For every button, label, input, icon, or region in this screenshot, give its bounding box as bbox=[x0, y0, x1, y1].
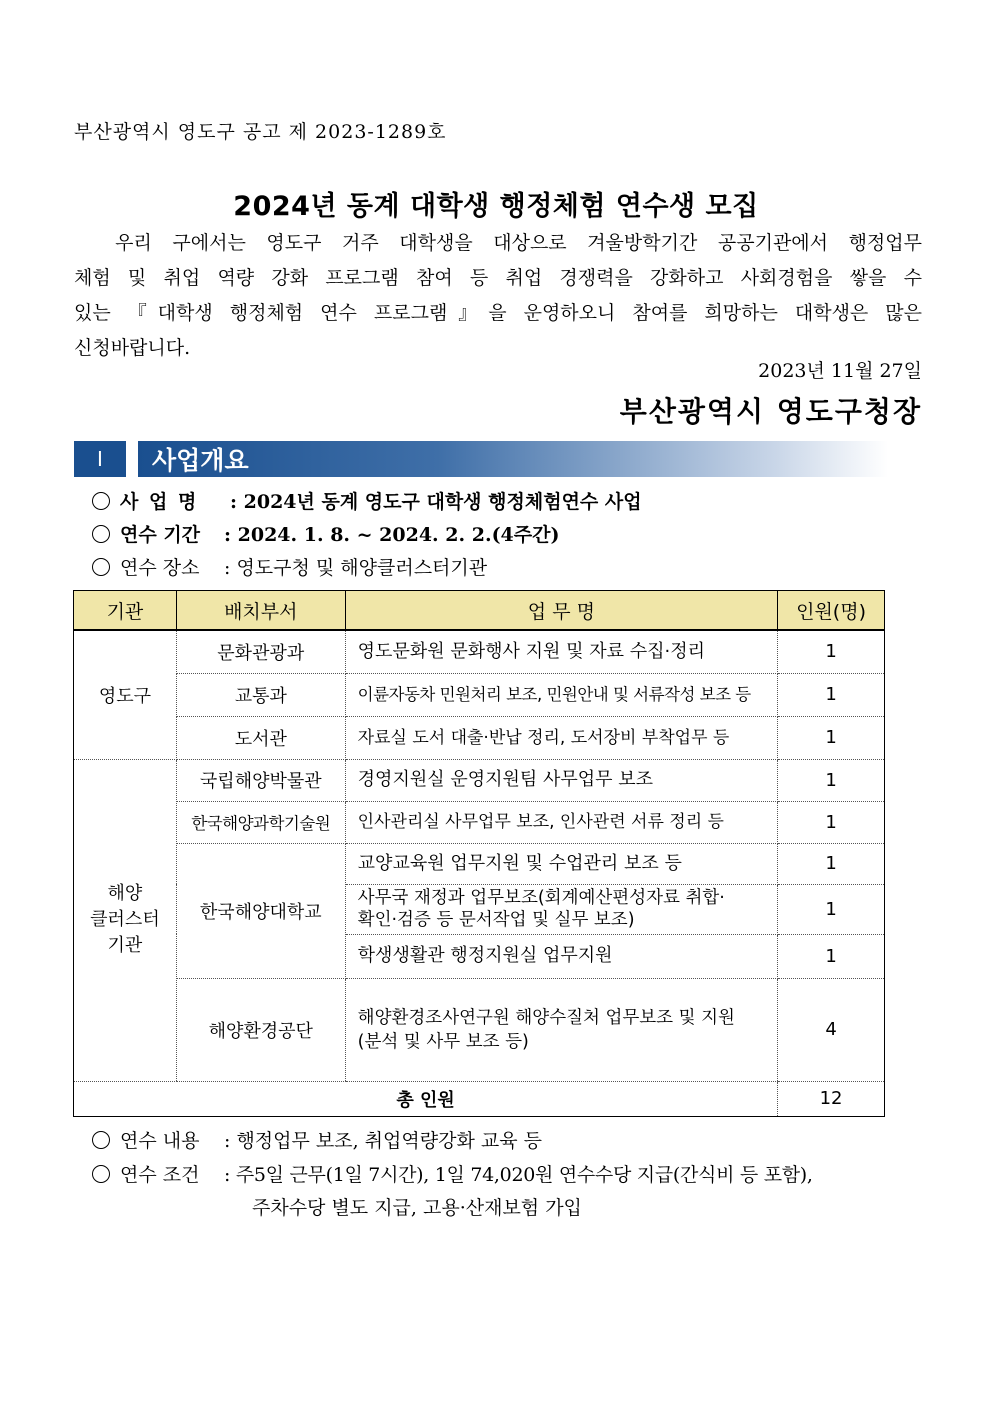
intro-line: 있는 『대학생 행정체험 연수 프로그램』을 운영하오니 참여를 희망하는 대학생은 많은 bbox=[74, 302, 922, 324]
count-cell: 1 bbox=[778, 843, 885, 884]
info-value: : 2024년 동계 영도구 대학생 행정체험연수 사업 bbox=[230, 491, 642, 513]
count-cell: 1 bbox=[778, 801, 885, 843]
org-line: 기관 bbox=[107, 935, 143, 956]
intro-line: 체험 및 취업 역량 강화 프로그램 참여 등 취업 경쟁력을 강화하고 사회경험을 쌓을 수 bbox=[74, 267, 922, 289]
detail-value: : 주5일 근무(1일 7시간), 1일 74,020원 연수수당 지급(간식비 등 포함), bbox=[224, 1164, 813, 1186]
count-cell: 1 bbox=[778, 759, 885, 801]
info-business-name bbox=[92, 487, 642, 514]
detail-label: 연수 조건 bbox=[120, 1164, 200, 1186]
header-task: 업 무 명 bbox=[345, 591, 777, 631]
task-line: 사무국 재정과 업무보조(회계예산편성자료 취합· bbox=[357, 888, 725, 908]
total-label: 총 인원 bbox=[74, 1081, 778, 1116]
detail-value: : 행정업무 보조, 취업역량강화 교육 등 bbox=[224, 1130, 542, 1152]
count-cell: 1 bbox=[778, 884, 885, 934]
task-line: 해양환경조사연구원 해양수질처 업무보조 및 지원 bbox=[357, 1007, 735, 1028]
dept-cell: 국립해양박물관 bbox=[176, 759, 345, 801]
task-cell bbox=[345, 884, 777, 934]
dept-cell: 교통과 bbox=[176, 673, 345, 716]
total-value: 12 bbox=[778, 1081, 885, 1116]
info-period bbox=[92, 520, 559, 547]
document-title: 2024년 동계 대학생 행정체험 연수생 모집 bbox=[233, 191, 759, 222]
task-cell: 학생생활관 행정지원실 업무지원 bbox=[345, 934, 777, 978]
org-line: 클러스터 bbox=[90, 909, 160, 930]
circle-bullet-icon bbox=[92, 1165, 110, 1183]
info-value: : 영도구청 및 해양클러스터기관 bbox=[224, 557, 488, 579]
table-row bbox=[74, 801, 885, 843]
task-cell: 영도문화원 문화행사 지원 및 자료 수집·정리 bbox=[345, 630, 777, 673]
task-cell: 교양교육원 업무지원 및 수업관리 보조 등 bbox=[345, 843, 777, 884]
info-label: 사 업 명 bbox=[120, 491, 199, 513]
detail-conditions bbox=[92, 1160, 813, 1187]
org-cell bbox=[74, 759, 177, 1081]
table-row bbox=[74, 716, 885, 759]
org-line: 해양 bbox=[107, 883, 143, 904]
circle-bullet-icon bbox=[92, 492, 110, 510]
issuer-name: 부산광역시 영도구청장 bbox=[619, 395, 922, 428]
intro-line: 우리 구에서는 영도구 거주 대학생을 대상으로 겨울방학기간 공공기관에서 행정업무 bbox=[74, 232, 922, 254]
dept-cell: 한국해양대학교 bbox=[176, 843, 345, 978]
circle-bullet-icon bbox=[92, 1131, 110, 1149]
info-location bbox=[92, 553, 487, 580]
placement-table bbox=[73, 590, 885, 1117]
task-cell: 경영지원실 운영지원팀 사무업무 보조 bbox=[345, 759, 777, 801]
dept-cell: 도서관 bbox=[176, 716, 345, 759]
count-cell: 1 bbox=[778, 716, 885, 759]
notice-date: 2023년 11월 27일 bbox=[758, 360, 922, 382]
count-cell: 1 bbox=[778, 630, 885, 673]
count-cell: 1 bbox=[778, 673, 885, 716]
table-row bbox=[74, 630, 885, 673]
intro-line: 신청바랍니다. bbox=[74, 337, 191, 359]
header-org: 기관 bbox=[74, 591, 177, 631]
detail-label: 연수 내용 bbox=[120, 1130, 200, 1152]
header-count: 인원(명) bbox=[778, 591, 885, 631]
header-dept: 배치부서 bbox=[176, 591, 345, 631]
dept-cell: 해양환경공단 bbox=[176, 978, 345, 1081]
total-row bbox=[74, 1081, 885, 1116]
task-cell: 인사관리실 사무업무 보조, 인사관련 서류 정리 등 bbox=[345, 801, 777, 843]
dept-cell: 문화관광과 bbox=[176, 630, 345, 673]
task-line: 확인·검증 등 문서작업 및 실무 보조) bbox=[357, 910, 635, 930]
task-cell: 이륜자동차 민원처리 보조, 민원안내 및 서류작성 보조 등 bbox=[345, 673, 777, 716]
section-title: 사업개요 bbox=[152, 446, 249, 475]
section-title-bar bbox=[138, 441, 888, 477]
info-label: 연수 장소 bbox=[120, 557, 200, 579]
table-row bbox=[74, 759, 885, 801]
table-row bbox=[74, 673, 885, 716]
count-cell: 4 bbox=[778, 978, 885, 1081]
detail-content bbox=[92, 1126, 542, 1153]
task-cell bbox=[345, 978, 777, 1081]
task-line: (분석 및 사무 보조 등) bbox=[357, 1031, 529, 1052]
detail-conditions-cont: 주차수당 별도 지급, 고용·산재보험 가입 bbox=[252, 1197, 582, 1219]
notice-number: 부산광역시 영도구 공고 제 2023-1289호 bbox=[74, 121, 447, 143]
count-cell: 1 bbox=[778, 934, 885, 978]
circle-bullet-icon bbox=[92, 525, 110, 543]
info-label: 연수 기간 bbox=[120, 524, 201, 546]
table-row bbox=[74, 978, 885, 1081]
task-cell: 자료실 도서 대출·반납 정리, 도서장비 부착업무 등 bbox=[345, 716, 777, 759]
dept-cell: 한국해양과학기술원 bbox=[176, 801, 345, 843]
org-cell: 영도구 bbox=[74, 630, 177, 759]
section-number-badge: Ⅰ bbox=[74, 441, 126, 477]
intro-paragraph bbox=[74, 226, 922, 366]
info-value: : 2024. 1. 8. ~ 2024. 2. 2.(4주간) bbox=[224, 524, 560, 546]
table-row bbox=[74, 843, 885, 884]
circle-bullet-icon bbox=[92, 558, 110, 576]
